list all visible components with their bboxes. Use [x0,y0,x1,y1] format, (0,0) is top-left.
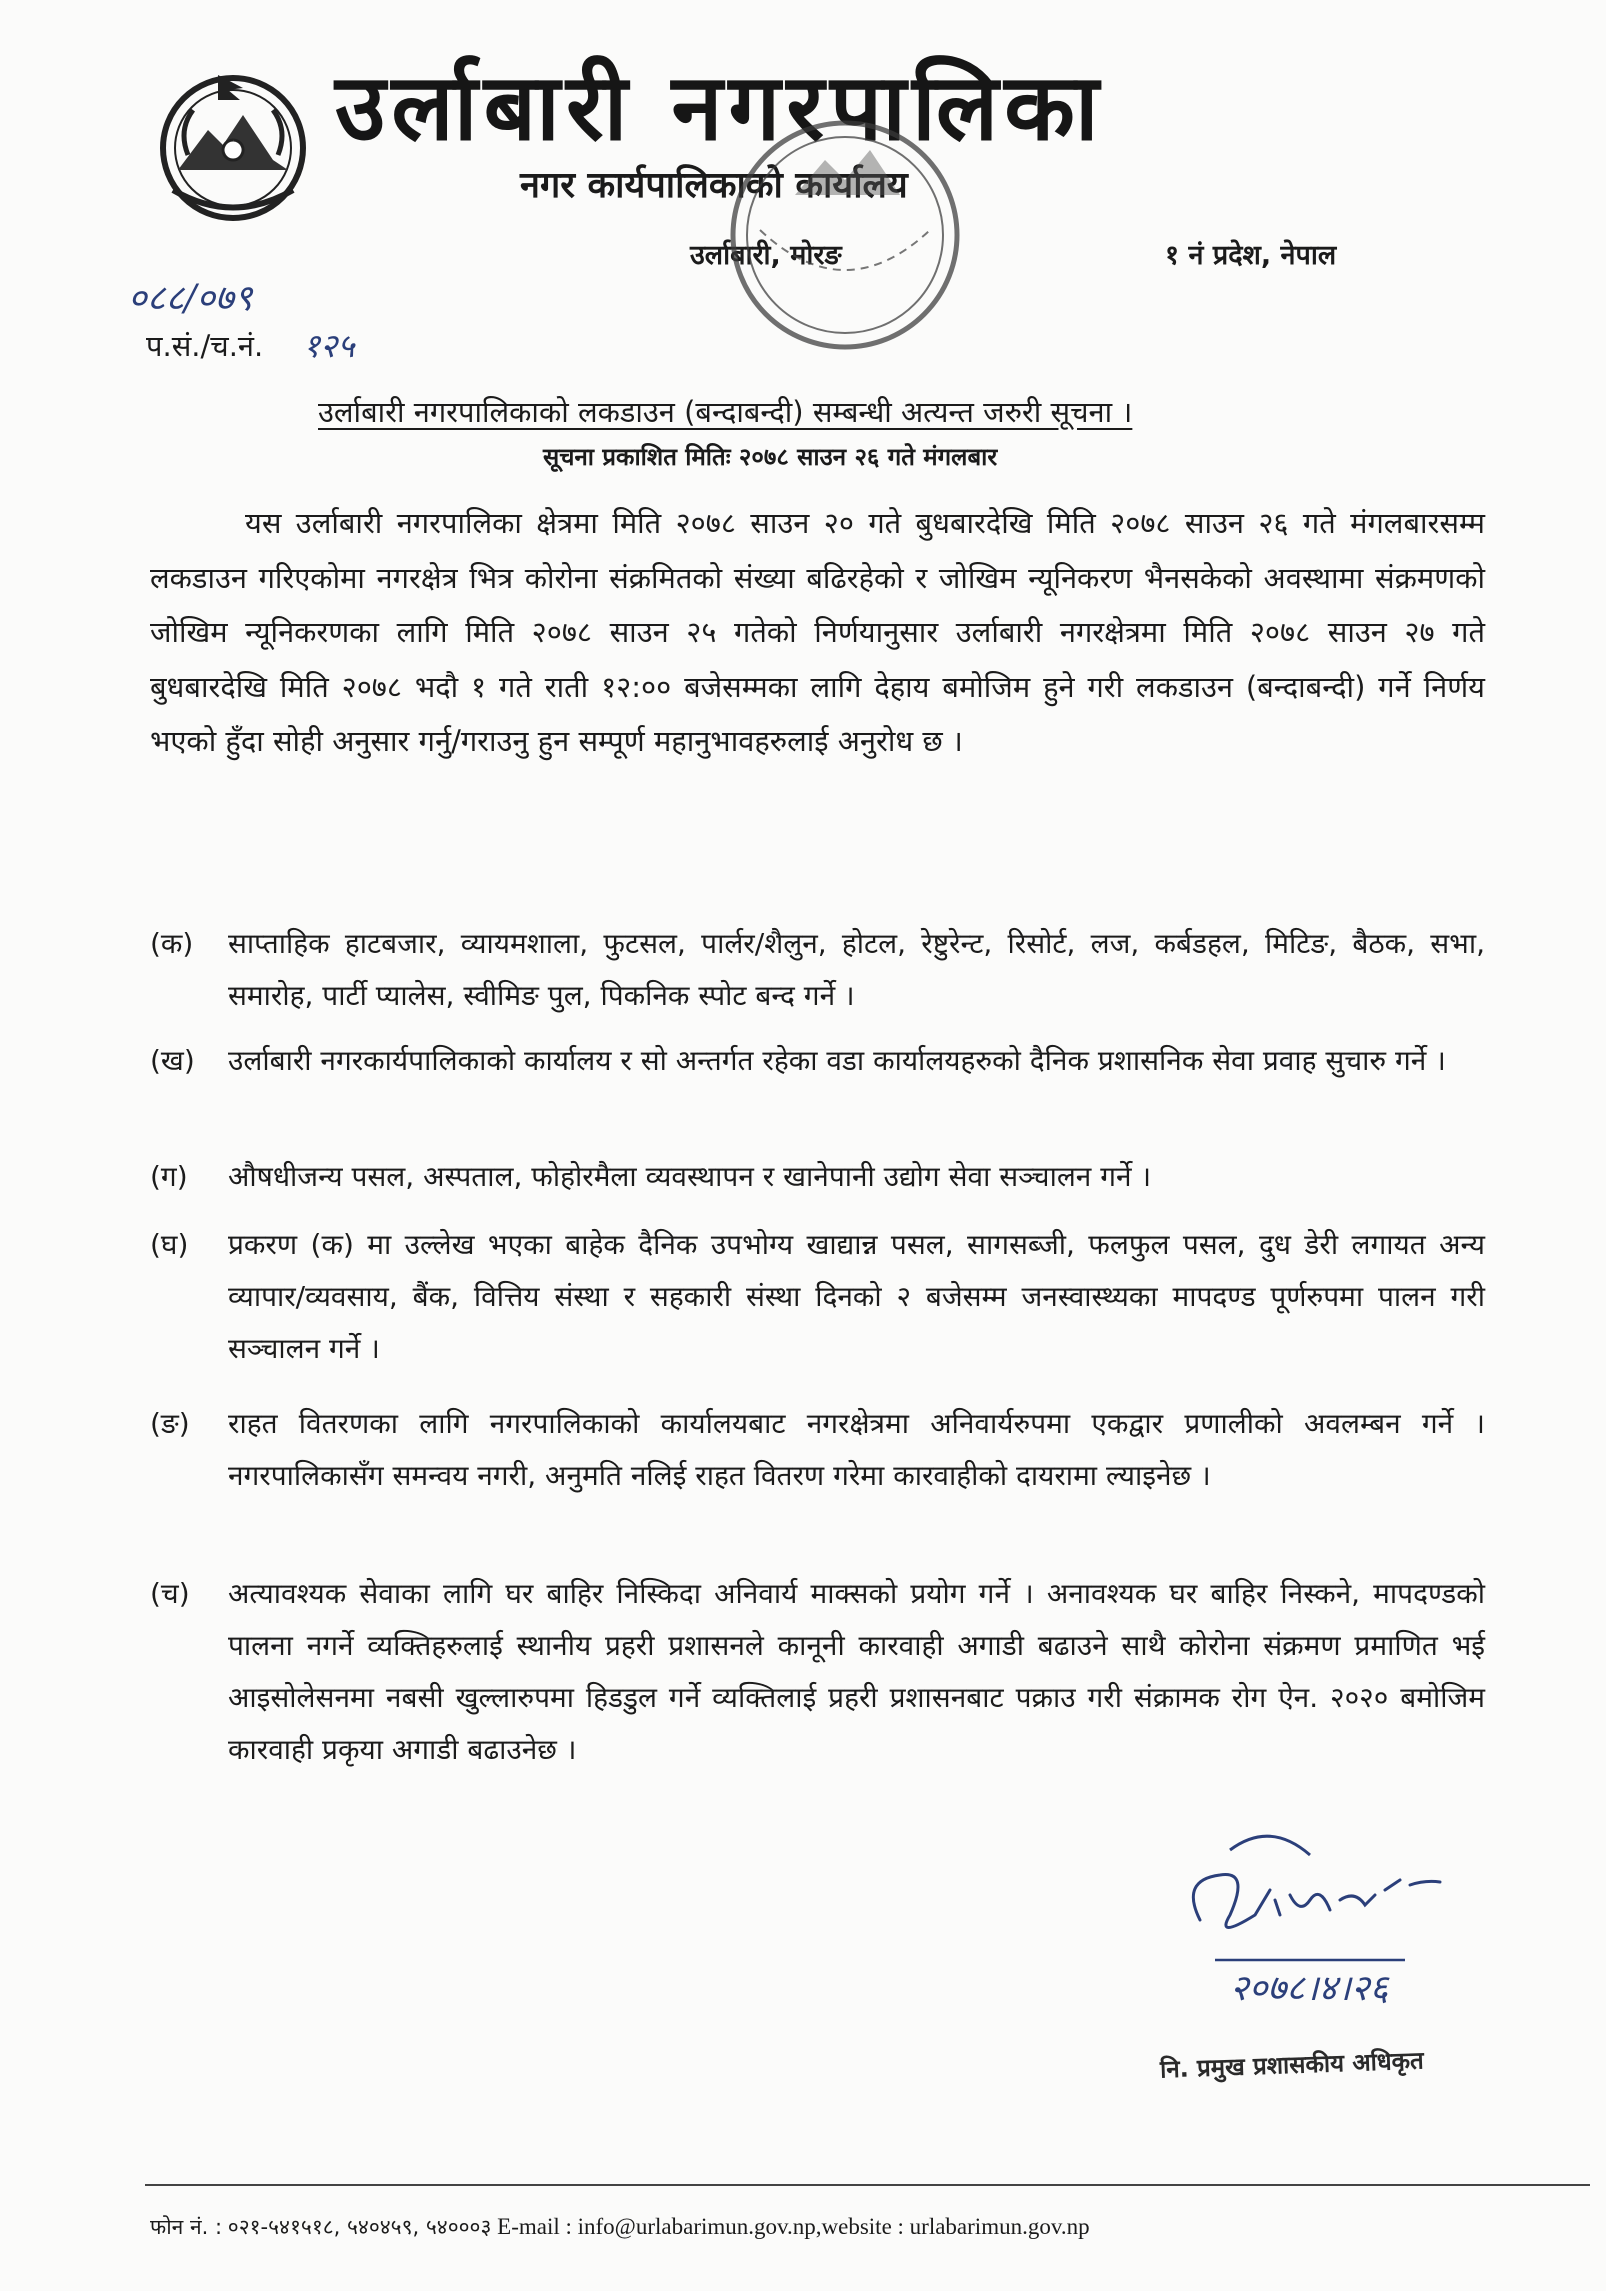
province-address: १ नं प्रदेश, नेपाल [1165,240,1337,271]
item-marker: (क) [150,927,194,960]
footer-contact [150,2213,1090,2241]
notice-title: उर्लाबारी नगरपालिकाको लकडाउन (बन्दाबन्दी) सम्बन्धी अत्यन्त जरुरी सूचना । [318,395,1133,429]
phone-label: फोन नं. : [150,2215,223,2239]
item-marker: (घ) [150,1228,189,1261]
official-round-stamp [700,110,980,370]
list-item [150,918,1485,1022]
organization-name: उर्लाबारी नगरपालिका [335,54,1105,161]
list-item [150,1151,1485,1203]
notice-date: सूचना प्रकाशित मितिः २०७८ साउन २६ गते मंगलबार [543,443,998,471]
list-item [150,1568,1485,1776]
footer-divider [145,2184,1590,2186]
list-item [150,1219,1485,1375]
office-name: नगर कार्यपालिकाको कार्यालय [520,165,908,206]
item-text: उर्लाबारी नगरकार्यपालिकाको कार्यालय र सो अन्तर्गत रहेका वडा कार्यालयहरुको दैनिक प्रशासनिक सेवा प्रवाह सुचारु गर्ने । [228,1044,1446,1077]
reference-label: प.सं./च.नं. [146,329,264,363]
phone-numbers: ०२१-५४१५१८, ५४०४५९, ५४०००३ [227,2215,492,2239]
contact-info: E-mail : info@urlabarimun.gov.np,website : urlabarimun.gov.np [497,2214,1090,2239]
notice-body: यस उर्लाबारी नगरपालिका क्षेत्रमा मिति २०७८ साउन २० गते बुधबारदेखि मिति २०७८ साउन २६ गते मंगलबारसम्म लकडाउन गरिएकोमा नगरक्षेत्र भित्र कोरोना संक्रमितको संख्या बढिरहेको र जोखिम न्यूनिकरण भैनसकेको अवस्थामा संक्रमणको जोखिम न्यूनिकरणका लागि मिति २०७८ साउन २५ गतेको निर्णयानुसार उर्लाबारी नगरक्षेत्रमा मिति २०७८ साउन २७ गते बुधबारदेखि मिति २०७८ भदौ १ गते राती १२:०० बजेसम्मका लागि देहाय बमोजिम हुने गरी लकडाउन (बन्दाबन्दी) गर्ने निर्णय भएको हुँदा सोही अनुसार गर्नु/गराउनु हुन सम्पूर्ण महानुभावहरुलाई अनुरोध छ । [150,506,1485,758]
handwritten-reference: ०८८/०७९ [128,278,253,319]
item-text: साप्ताहिक हाटबजार, व्यायमशाला, फुटसल, पार्लर/शैलुन, होटल, रेष्टुरेन्ट, रिसोर्ट, लज, कर्बडहल, मिटिङ, बैठक, सभा, समारोह, पार्टी प्यालेस, स्वीमिङ पुल, पिकनिक स्पोट बन्द गर्ने । [228,927,1485,1012]
item-marker: (च) [150,1577,190,1610]
office-address: उर्लाबारी, मोरङ [690,240,842,271]
handwritten-signature [1160,1820,1480,2020]
signatory-title: नि. प्रमुख प्रशासकीय अधिकृत [1159,2046,1425,2084]
item-marker: (ग) [150,1160,188,1193]
reference-number: १२५ [303,326,355,365]
item-text: अत्यावश्यक सेवाका लागि घर बाहिर निस्किदा अनिवार्य माक्सको प्रयोग गर्ने । अनावश्यक घर बाहिर निस्कने, मापदण्डको पालना नगर्ने व्यक्तिहरुलाई स्थानीय प्रहरी प्रशासनले कानूनी कारवाही अगाडी बढाउने साथै कोरोना संक्रमण प्रमाणित भई आइसोलेसनमा नबसी खुल्लारुपमा हिडडुल गर्ने व्यक्तिलाई प्रहरी प्रशासनबाट पक्राउ गरी संक्रामक रोग ऐन. २०२० बमोजिम कारवाही प्रकृया अगाडी बढाउनेछ । [228,1577,1485,1766]
nepal-emblem-logo [148,60,318,230]
list-item [150,1035,1485,1087]
item-text: प्रकरण (क) मा उल्लेख भएका बाहेक दैनिक उपभोग्य खाद्यान्न पसल, सागसब्जी, फलफुल पसल, दुध डेरी लगायत अन्य व्यापार/व्यवसाय, बैंक, वित्तिय संस्था र सहकारी संस्था दिनको २ बजेसम्म जनस्वास्थ्यका मापदण्ड पूर्णरुपमा पालन गरी सञ्चालन गर्ने । [228,1228,1485,1365]
item-text: औषधीजन्य पसल, अस्पताल, फोहोरमैला व्यवस्थापन र खानेपानी उद्योग सेवा सञ्चालन गर्ने । [228,1160,1152,1193]
signature-date: २०७८।४।२६ [1230,1968,1389,2009]
item-text: राहत वितरणका लागि नगरपालिकाको कार्यालयबाट नगरक्षेत्रमा अनिवार्यरुपमा एकद्वार प्रणालीको अवलम्बन गर्ने । नगरपालिकासँग समन्वय नगरी, अनुमति नलिई राहत वितरण गरेमा कारवाहीको दायरामा ल्याइनेछ । [228,1407,1485,1492]
list-item [150,1398,1485,1502]
item-marker: (ङ) [150,1407,190,1440]
item-marker: (ख) [150,1044,195,1077]
